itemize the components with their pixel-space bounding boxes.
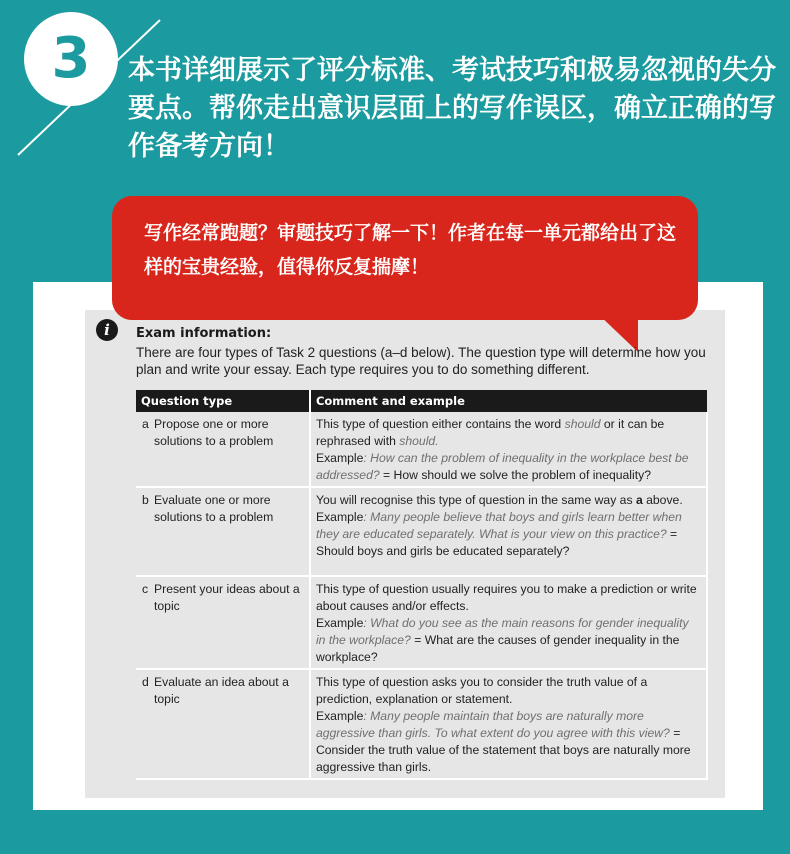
table-row <box>136 412 707 487</box>
comment-italic-word: should. <box>399 434 439 448</box>
exam-info-intro: There are four types of Task 2 questions (a–d below). The question type will determine how you plan and write your essay. Each type requires you to do something different. <box>136 345 706 377</box>
row-letter: c <box>142 582 149 596</box>
comment-bold-ref: a <box>635 493 643 507</box>
example-label: Example <box>315 709 364 723</box>
question-type-label: Evaluate one or more solutions to a problem <box>154 493 274 524</box>
speech-bubble-text: 写作经常跑题？审题技巧了解一下！作者在每一单元都给出了这样的宝贵经验，值得你反复揣摩！ <box>144 222 677 278</box>
comment-cell <box>310 576 707 669</box>
example-label: Example <box>315 451 364 465</box>
step-number: 3 <box>51 26 91 91</box>
row-letter: b <box>142 493 149 507</box>
question-type-label: Evaluate an idea about a topic <box>154 675 289 706</box>
comment-text: or it can be rephrased with <box>315 417 665 448</box>
headline-text: 本书详细展示了评分标准、考试技巧和极易忽视的失分要点。帮你走出意识层面上的写作误区，确立正确的写作备考方向！ <box>128 55 776 162</box>
question-type-cell <box>136 487 310 576</box>
comment-cell <box>310 669 707 779</box>
example-label: Example <box>315 510 364 524</box>
example-label: Example <box>315 616 364 630</box>
question-type-cell <box>136 669 310 779</box>
example-rephrase: = How should we solve the problem of inequality? <box>379 468 651 482</box>
example-question: : Many people believe that boys and girls learn better when they are educated separately. What is your view on this practice? <box>315 510 682 541</box>
comment-text: You will recognise this type of question in the same way as <box>315 493 636 507</box>
info-icon: i <box>96 319 118 341</box>
question-type-table <box>136 390 708 780</box>
comment-text: This type of question either contains the word <box>315 417 565 431</box>
example-question: : What do you see as the main reasons for gender inequality in the workplace? <box>315 616 689 647</box>
comment-text: This type of question asks you to consider the truth value of a prediction, explanation or statement. <box>315 675 648 706</box>
example-rephrase: = What are the causes of gender inequality in the workplace? <box>315 633 680 664</box>
example-rephrase: = Consider the truth value of the statement that boys are naturally more aggressive than girls. <box>315 726 691 774</box>
comment-text: above. <box>642 493 683 507</box>
comment-italic-word: should <box>564 417 601 431</box>
question-type-label: Propose one or more solutions to a problem <box>154 417 274 448</box>
column-header-comment-example: Comment and example <box>310 390 707 412</box>
comment-cell <box>310 412 707 487</box>
example-question: : Many people maintain that boys are naturally more aggressive than girls. To what extent do you agree with this view? <box>315 709 670 740</box>
example-rephrase: = Should boys and girls be educated separately? <box>315 527 678 558</box>
question-type-cell <box>136 576 310 669</box>
comment-cell <box>310 487 707 576</box>
table-row <box>136 669 707 779</box>
table-header-row <box>136 390 707 412</box>
exam-info-title: Exam information: <box>136 326 272 341</box>
speech-bubble-tail <box>0 0 790 400</box>
row-letter: d <box>142 675 149 689</box>
column-header-question-type: Question type <box>136 390 310 412</box>
example-question: : How can the problem of inequality in the workplace best be addressed? <box>315 451 689 482</box>
row-letter: a <box>142 417 149 431</box>
question-type-cell <box>136 412 310 487</box>
question-type-label: Present your ideas about a topic <box>154 582 300 613</box>
table-row <box>136 576 707 669</box>
table-row <box>136 487 707 576</box>
comment-text: This type of question usually requires you to make a prediction or write about causes and/or effects. <box>315 582 697 613</box>
